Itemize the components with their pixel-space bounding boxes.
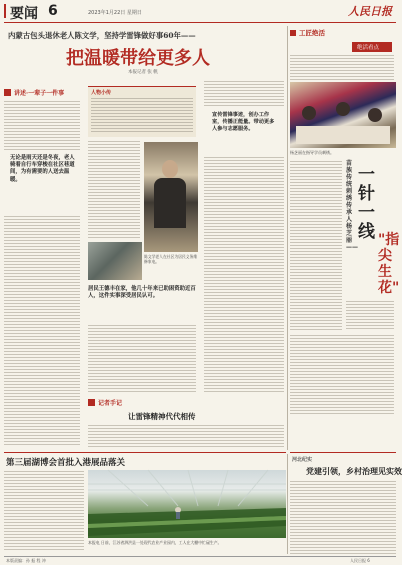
bottom-left-headline: 第三届湖博会首批入港展品落关 xyxy=(6,458,126,468)
lead-photo-elder xyxy=(144,142,198,252)
greenhouse-rows xyxy=(88,470,286,538)
greenhouse-caption: 本报电 日前，江苏省泗洪县一处现代农业产业园内，工人在大棚中忙碌生产。 xyxy=(88,540,222,545)
bio-box xyxy=(88,86,196,137)
note-tag xyxy=(88,398,148,408)
lead-kicker: 内蒙古包头退休老人陈文学，坚持学雷锋做好事60年—— xyxy=(8,31,196,40)
right-headline-c: "指尖生花" xyxy=(378,232,400,296)
section-mark xyxy=(4,4,6,18)
lead-body-col1-top xyxy=(4,100,80,152)
greenhouse-photo xyxy=(88,470,286,538)
masthead xyxy=(0,0,400,22)
right-intro-text xyxy=(290,54,394,80)
bottom-right-body xyxy=(290,480,396,554)
photo-figure-1 xyxy=(302,106,316,120)
photo-figure-2 xyxy=(336,102,350,116)
bottom-right-headline: 党建引领，乡村治理见实效 xyxy=(306,466,402,476)
callout-3: 宣传雷锋事迹，创办工作室，传播正能量。带动更多人参与志愿服务。 xyxy=(212,112,275,132)
bottom-divider xyxy=(4,452,286,453)
masthead-logo: 人民日报 xyxy=(348,5,392,18)
masthead-rule xyxy=(4,22,396,23)
section-name: 要闻 xyxy=(10,6,38,22)
sub-label xyxy=(4,88,80,98)
lead-photo-caption: 陈文学老人在社区为居民义务维修家电。 xyxy=(144,254,198,264)
column-divider-main xyxy=(287,26,288,450)
right-body-col3 xyxy=(346,300,394,330)
sub-label-text: 讲述·一辈子一件事 xyxy=(14,90,65,97)
elder-head xyxy=(162,160,178,178)
right-body-col1 xyxy=(290,160,342,330)
photo-cloth xyxy=(296,126,390,144)
lead-body-col3-top xyxy=(204,80,284,108)
right-column-header xyxy=(290,28,396,40)
bottom-right-section xyxy=(290,452,396,467)
right-headline-b: 一针一线 xyxy=(358,165,375,242)
right-body-col2 xyxy=(290,334,394,414)
lead-byline: 本报记者 张 帆 xyxy=(128,70,158,75)
sub-label-mark xyxy=(4,89,11,96)
footer-left: 本版责编：孙 振 程 冲 xyxy=(6,558,46,563)
right-photo-caption: 杨芝丽在指导学员刺绣。 xyxy=(290,150,334,155)
bottom-left-body xyxy=(4,470,84,552)
right-tag xyxy=(352,42,392,52)
note-body xyxy=(88,424,284,448)
note-tag-text: 记者手记 xyxy=(98,400,123,407)
right-headline-a: 苗族传统刺绣传承人杨芝丽—— xyxy=(346,160,358,251)
right-photo-embroidery xyxy=(290,82,396,148)
lead-body-col1-bottom xyxy=(4,215,80,447)
footer-rule xyxy=(4,556,396,557)
lead-body-col2-bottom xyxy=(88,324,196,394)
lead-body-col2 xyxy=(88,140,140,240)
bio-box-text xyxy=(91,97,193,133)
callout-1: 无论是雨天还是冬夜，老人骑着自行车穿梭在社区巷道间，为有需要的人送去温暖。 xyxy=(10,155,75,183)
callout-2: 居民王德丰在家，他几十年来已助困资助近百人，这件实事深受居民认可。 xyxy=(88,286,196,300)
page-number: 6 xyxy=(48,3,58,19)
elder-body xyxy=(154,178,186,228)
bio-box-tag: 人物小传 xyxy=(91,90,112,96)
lead-headline: 把温暖带给更多人 xyxy=(66,48,210,69)
column-divider-bottom xyxy=(287,454,288,554)
lead-body-col3 xyxy=(204,156,284,392)
photo-figure-3 xyxy=(368,108,382,122)
lead-photo-repair xyxy=(88,242,142,280)
footer-right: 人民日报 6 xyxy=(350,558,370,563)
issue-date: 2023年1月22日 星期日 xyxy=(88,10,142,16)
note-tag-mark xyxy=(88,399,95,406)
right-header-mark xyxy=(290,30,296,36)
right-header-text: 工匠绝活 xyxy=(299,29,325,37)
bottom-right-section-label: 河北纪实 xyxy=(292,457,313,463)
note-title: 让雷锋精神代代相传 xyxy=(128,412,196,421)
right-tag-text: 绝活看点 xyxy=(357,45,380,51)
